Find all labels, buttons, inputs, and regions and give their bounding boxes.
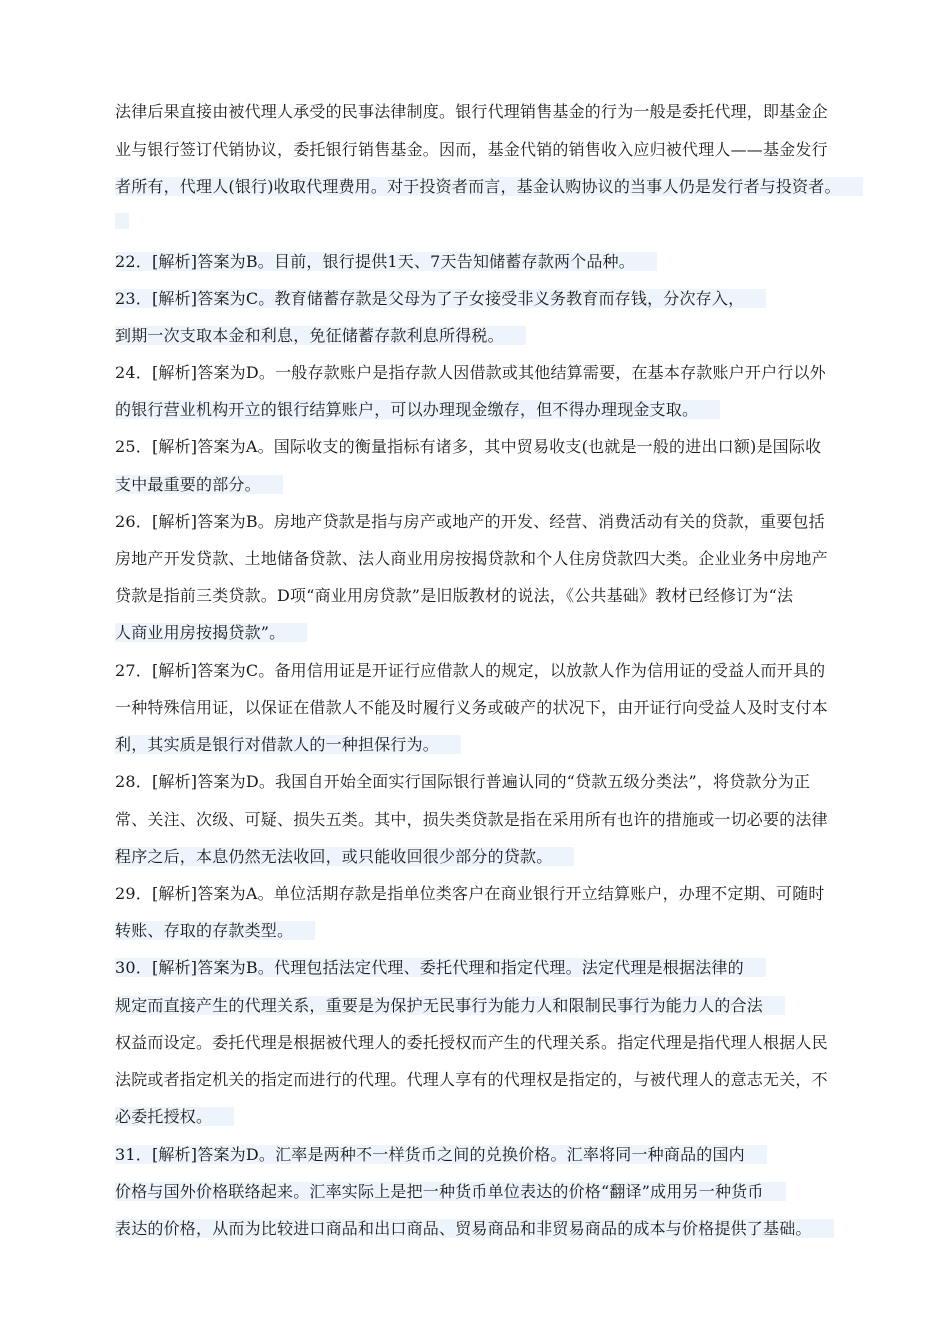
text-line: 权益而设定。委托代理是根据被代理人的委托授权而产生的代理关系。指定代理是指代理人根据人民 (115, 1033, 828, 1052)
text-line: 31．[解析]答案为D。汇率是两种不一样货币之间的兑换价格。汇率将同一种商品的国内 (115, 1145, 767, 1165)
text-line: 26．[解析]答案为B。房地产贷款是指与房产或地产的开发、经营、消费活动有关的贷款，重要包括 (115, 512, 825, 531)
text-line: 者所有，代理人(银行)收取代理费用。对于投资者而言，基金认购协议的当事人仍是发行者与投资者。 (115, 177, 863, 197)
text-line: 的银行营业机构开立的银行结算账户，可以办理现金缴存，但不得办理现金支取。 (115, 400, 720, 420)
text-line: 29．[解析]答案为A。单位活期存款是指单位类客户在商业银行开立结算账户，办理不定期、可随时 (115, 884, 825, 903)
text-line: 支中最重要的部分。 (115, 475, 283, 495)
text-line: 27．[解析]答案为C。备用信用证是开证行应借款人的规定，以放款人作为信用证的受益人而开具的 (115, 661, 826, 680)
highlight-mark (115, 213, 129, 229)
text-line: 转账、存取的存款类型。 (115, 921, 315, 941)
text-line: 规定而直接产生的代理关系，重要是为保护无民事行为能力人和限制民事行为能力人的合法 (115, 996, 785, 1016)
text-line: 必委托授权。 (115, 1107, 234, 1127)
text-line: 法院或者指定机关的指定而进行的代理。代理人享有的代理权是指定的，与被代理人的意志无关，不 (115, 1070, 828, 1089)
text-line: 业与银行签订代销协议，委托银行销售基金。因而，基金代销的销售收入应归被代理人——基金发行 (115, 140, 828, 159)
text-line: 28．[解析]答案为D。我国自开始全面实行国际银行普遍认同的“贷款五级分类法”，将贷款分为正 (115, 772, 811, 791)
text-line: 22．[解析]答案为B。目前，银行提供1天、7天告知储蓄存款两个品种。 (115, 252, 657, 272)
text-line: 25．[解析]答案为A。国际收支的衡量指标有诸多，其中贸易收支(也就是一般的进出口额)是国际收 (115, 437, 822, 456)
text-line: 利，其实质是银行对借款人的一种担保行为。 (115, 735, 461, 755)
text-line: 房地产开发贷款、土地储备贷款、法人商业用房按揭贷款和个人住房贷款四大类。企业业务中房地产 (115, 549, 828, 568)
text-line: 法律后果直接由被代理人承受的民事法律制度。银行代理销售基金的行为一般是委托代理，即基金企 (115, 102, 828, 121)
text-line: 一种特殊信用证，以保证在借款人不能及时履行义务或破产的状况下，由开证行向受益人及时支付本 (115, 698, 828, 717)
text-line: 30．[解析]答案为B。代理包括法定代理、委托代理和指定代理。法定代理是根据法律的 (115, 958, 766, 978)
text-line: 人商业用房按揭贷款”。 (115, 623, 307, 643)
text-line: 常、关注、次级、可疑、损失五类。其中，损失类贷款是指在采用所有也许的措施或一切必要的法律 (115, 810, 828, 829)
text-line: 贷款是指前三类贷款。D项“商业用房贷款”是旧版教材的说法，《公共基础》教材已经修订为“法 (115, 586, 794, 605)
text-line: 到期一次支取本金和利息，免征储蓄存款利息所得税。 (115, 326, 526, 346)
text-line: 23．[解析]答案为C。教育储蓄存款是父母为了子女接受非义务教育而存钱，分次存入， (115, 289, 766, 309)
text-line: 价格与国外价格联络起来。汇率实际上是把一种货币单位表达的价格“翻译”成用另一种货币 (115, 1182, 786, 1202)
text-line: 程序之后，本息仍然无法收回，或只能收回很少部分的贷款。 (115, 847, 574, 867)
text-line: 表达的价格，从而为比较进口商品和出口商品、贸易商品和非贸易商品的成本与价格提供了基础。 (115, 1219, 834, 1239)
text-line: 24．[解析]答案为D。一般存款账户是指存款人因借款或其他结算需要，在基本存款账户开户行以外 (115, 363, 826, 382)
